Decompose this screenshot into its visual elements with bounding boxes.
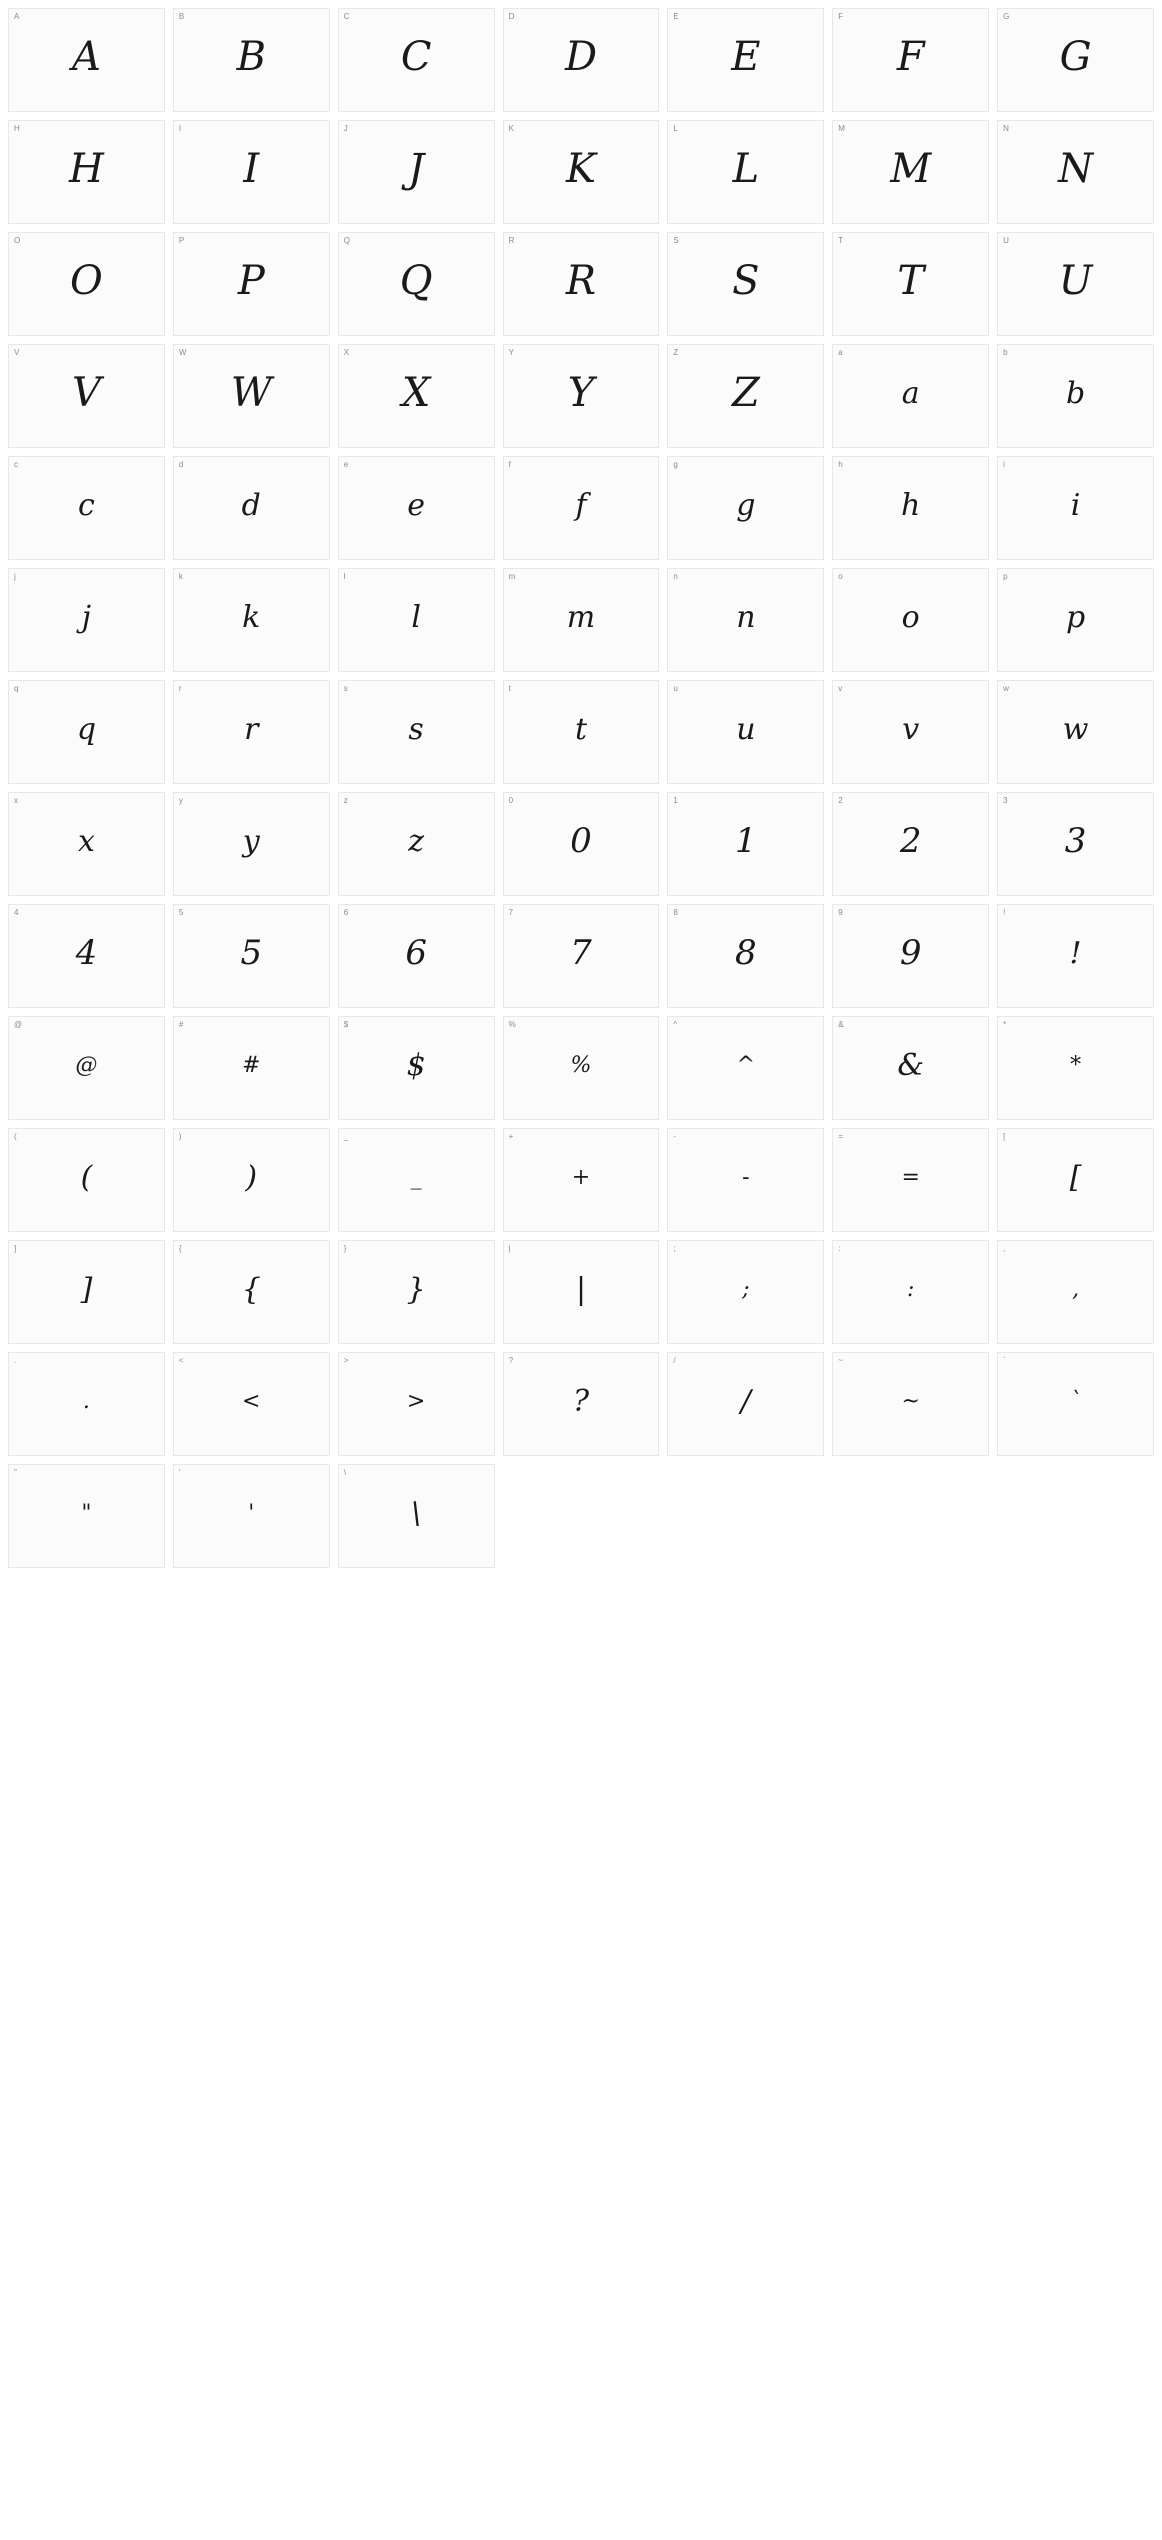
glyph-cell[interactable] [832, 344, 989, 448]
glyph-cell[interactable] [173, 1240, 330, 1344]
glyph-cell[interactable] [667, 344, 824, 448]
glyph-cell[interactable] [8, 1240, 165, 1344]
glyph-cell[interactable] [8, 344, 165, 448]
glyph-label: L [673, 124, 678, 133]
glyph-cell[interactable] [503, 120, 660, 224]
glyph-character: v [902, 711, 920, 747]
glyph-cell[interactable] [503, 1016, 660, 1120]
glyph-cell[interactable] [338, 1352, 495, 1456]
glyph-character: e [407, 487, 426, 523]
glyph-cell[interactable] [667, 1240, 824, 1344]
glyph-label: N [1003, 124, 1009, 133]
glyph-character: F [896, 34, 925, 80]
glyph-cell[interactable] [173, 120, 330, 224]
glyph-cell[interactable] [503, 1240, 660, 1344]
glyph-label: ` [1003, 1356, 1006, 1365]
glyph-character: z [408, 823, 425, 859]
glyph-character: c [78, 487, 95, 523]
glyph-character: f [575, 487, 587, 523]
glyph-character: > [406, 1388, 426, 1414]
glyph-character: & [897, 1047, 925, 1083]
glyph-character: $ [406, 1047, 426, 1083]
glyph-label: s [343, 684, 348, 693]
glyph-label: 7 [508, 908, 514, 917]
glyph-cell[interactable] [667, 232, 824, 336]
glyph-label: f [508, 460, 511, 469]
glyph-cell[interactable] [667, 568, 824, 672]
glyph-label: ? [508, 1356, 514, 1365]
glyph-character: h [901, 487, 921, 523]
glyph-cell[interactable] [832, 1128, 989, 1232]
glyph-character: x [77, 823, 95, 859]
glyph-label: G [1003, 12, 1010, 21]
glyph-character: D [564, 34, 598, 80]
glyph-character: i [1070, 487, 1081, 523]
glyph-cell[interactable] [8, 568, 165, 672]
glyph-character: n [736, 599, 756, 635]
glyph-label: e [343, 460, 349, 469]
glyph-label: Z [673, 348, 679, 357]
glyph-label: 6 [343, 908, 349, 917]
glyph-cell[interactable] [173, 680, 330, 784]
glyph-label: I [178, 124, 182, 133]
glyph-character: - [742, 1164, 750, 1190]
glyph-cell[interactable] [667, 8, 824, 112]
glyph-label: n [673, 572, 678, 581]
glyph-character: Q [399, 258, 433, 304]
glyph-character: 3 [1064, 821, 1087, 861]
glyph-label: 3 [1003, 796, 1008, 805]
glyph-cell[interactable] [338, 680, 495, 784]
glyph-character: W [230, 370, 272, 416]
glyph-character: [ [1069, 1159, 1082, 1195]
glyph-character: H [68, 146, 104, 192]
glyph-label: ; [673, 1244, 676, 1253]
glyph-character: ^ [736, 1052, 756, 1078]
glyph-character: C [400, 34, 432, 80]
glyph-character: o [901, 599, 920, 635]
glyph-cell[interactable] [832, 680, 989, 784]
glyph-label: m [508, 572, 516, 581]
glyph-label: . [14, 1356, 17, 1365]
glyph-label: ^ [673, 1020, 678, 1029]
glyph-cell[interactable] [8, 8, 165, 112]
glyph-label: T [838, 236, 844, 245]
glyph-cell[interactable] [503, 8, 660, 112]
glyph-label: q [14, 684, 19, 693]
glyph-label: W [178, 348, 187, 357]
glyph-label: ! [1003, 908, 1006, 917]
glyph-cell[interactable] [667, 1128, 824, 1232]
glyph-cell[interactable] [832, 120, 989, 224]
glyph-cell[interactable] [338, 344, 495, 448]
glyph-cell[interactable] [503, 1352, 660, 1456]
glyph-character: U [1058, 258, 1093, 304]
glyph-label: } [343, 1244, 347, 1253]
glyph-cell[interactable] [8, 792, 165, 896]
glyph-label: _ [343, 1132, 349, 1141]
glyph-cell[interactable] [338, 8, 495, 112]
glyph-character: / [740, 1383, 751, 1419]
glyph-character: 5 [240, 933, 263, 973]
glyph-character: q [76, 711, 97, 747]
glyph-label: o [838, 572, 843, 581]
glyph-character: y [242, 823, 260, 859]
glyph-character: 1 [735, 821, 757, 861]
glyph-character: , [1072, 1276, 1080, 1302]
glyph-label: j [14, 572, 16, 581]
glyph-character: u [736, 711, 756, 747]
glyph-label: X [343, 348, 350, 357]
glyph-cell[interactable] [8, 1128, 165, 1232]
glyph-cell[interactable] [667, 1016, 824, 1120]
glyph-character: k [242, 599, 261, 635]
glyph-character: { [241, 1271, 261, 1307]
glyph-label: 8 [673, 908, 678, 917]
glyph-label: [ [1003, 1132, 1006, 1141]
glyph-label: < [178, 1356, 184, 1365]
glyph-label: d [178, 460, 184, 469]
glyph-label: S [673, 236, 679, 245]
glyph-label: a [838, 348, 843, 357]
glyph-label: : [838, 1244, 841, 1253]
glyph-character: " [81, 1500, 92, 1526]
glyph-cell[interactable] [338, 792, 495, 896]
glyph-character: ; [742, 1276, 750, 1302]
glyph-cell[interactable] [832, 456, 989, 560]
glyph-label: V [14, 348, 20, 357]
glyph-label: R [508, 236, 515, 245]
glyph-character: A [71, 34, 101, 80]
glyph-cell[interactable] [8, 1352, 165, 1456]
glyph-cell[interactable] [338, 1128, 495, 1232]
glyph-label: ' [178, 1468, 181, 1477]
glyph-cell[interactable] [997, 568, 1154, 672]
glyph-label: w [1003, 684, 1009, 693]
glyph-character: E [731, 34, 761, 80]
glyph-character: ] [80, 1271, 93, 1307]
glyph-cell[interactable] [997, 1352, 1154, 1456]
glyph-character: 7 [570, 933, 592, 973]
glyph-label: * [1003, 1020, 1007, 1029]
glyph-character: P [237, 258, 265, 304]
glyph-cell[interactable] [667, 1352, 824, 1456]
glyph-cell[interactable] [338, 1240, 495, 1344]
glyph-cell[interactable] [997, 792, 1154, 896]
glyph-character: p [1065, 599, 1086, 635]
glyph-character: s [408, 711, 424, 747]
glyph-character: T [897, 258, 925, 304]
glyph-label: K [508, 124, 514, 133]
glyph-cell[interactable] [997, 232, 1154, 336]
glyph-cell[interactable] [173, 232, 330, 336]
glyph-cell[interactable] [173, 568, 330, 672]
glyph-cell[interactable] [997, 1240, 1154, 1344]
glyph-label: @ [14, 1020, 23, 1029]
glyph-cell[interactable] [997, 120, 1154, 224]
glyph-cell[interactable] [832, 1352, 989, 1456]
glyph-label: r [178, 684, 182, 693]
glyph-label: = [838, 1132, 843, 1141]
glyph-cell[interactable] [173, 1128, 330, 1232]
glyph-cell[interactable] [338, 456, 495, 560]
glyph-cell[interactable] [173, 1464, 330, 1568]
glyph-label: c [14, 460, 18, 469]
glyph-character: O [70, 258, 103, 304]
glyph-cell[interactable] [8, 456, 165, 560]
glyph-cell[interactable] [832, 1240, 989, 1344]
glyph-label: M [838, 124, 845, 133]
glyph-character: R [565, 258, 597, 304]
glyph-cell[interactable] [667, 680, 824, 784]
glyph-cell[interactable] [832, 904, 989, 1008]
glyph-label: ] [14, 1244, 17, 1253]
glyph-label: $ [343, 1020, 349, 1029]
glyph-character: : [907, 1276, 915, 1302]
glyph-cell[interactable] [338, 568, 495, 672]
glyph-cell[interactable] [832, 8, 989, 112]
glyph-label: h [838, 460, 843, 469]
glyph-label: & [838, 1020, 844, 1029]
glyph-label: 4 [14, 908, 19, 917]
glyph-character: 6 [405, 933, 427, 973]
glyph-character: Y [567, 370, 595, 416]
glyph-label: 2 [838, 796, 843, 805]
glyph-character: r [244, 711, 259, 747]
glyph-label: 1 [673, 796, 678, 805]
glyph-character: 8 [735, 933, 757, 973]
glyph-label: O [14, 236, 21, 245]
glyph-character: g [736, 487, 756, 523]
glyph-character: ` [1070, 1388, 1082, 1414]
glyph-cell[interactable] [503, 232, 660, 336]
glyph-cell[interactable] [997, 456, 1154, 560]
glyph-label: x [14, 796, 18, 805]
glyph-label: { [178, 1244, 182, 1253]
glyph-character: 4 [75, 933, 98, 973]
glyph-label: P [178, 236, 185, 245]
glyph-character: m [566, 599, 596, 635]
glyph-label: Y [508, 348, 514, 357]
glyph-character: G [1059, 34, 1092, 80]
glyph-label: " [14, 1468, 17, 1477]
glyph-cell[interactable] [173, 792, 330, 896]
glyph-cell[interactable] [338, 1464, 495, 1568]
glyph-label: \ [343, 1468, 346, 1477]
glyph-character: J [408, 146, 425, 192]
glyph-character: + [571, 1164, 591, 1190]
glyph-label: U [1003, 236, 1009, 245]
glyph-label: ~ [838, 1356, 843, 1365]
glyph-label: # [178, 1020, 184, 1029]
glyph-cell[interactable] [173, 1016, 330, 1120]
glyph-label: C [343, 12, 350, 21]
glyph-character: j [81, 599, 92, 635]
glyph-character: _ [410, 1164, 422, 1190]
glyph-label: | [508, 1244, 511, 1253]
glyph-character: S [732, 258, 760, 304]
glyph-character: N [1058, 146, 1094, 192]
glyph-character: d [241, 487, 261, 523]
glyph-cell[interactable] [667, 792, 824, 896]
glyph-label: H [14, 124, 20, 133]
glyph-cell[interactable] [338, 904, 495, 1008]
glyph-label: > [343, 1356, 349, 1365]
glyph-character: I [243, 146, 260, 192]
glyph-label: i [1003, 460, 1005, 469]
glyph-character: = [901, 1164, 920, 1190]
glyph-label: + [508, 1132, 514, 1141]
glyph-cell[interactable] [503, 456, 660, 560]
glyph-cell[interactable] [173, 344, 330, 448]
glyph-character: % [570, 1052, 592, 1078]
glyph-label: Q [343, 236, 350, 245]
glyph-cell[interactable] [8, 1464, 165, 1568]
glyph-label: b [1003, 348, 1008, 357]
glyph-cell[interactable] [8, 232, 165, 336]
glyph-character: a [901, 375, 920, 411]
glyph-label: J [343, 124, 348, 133]
glyph-cell[interactable] [173, 1352, 330, 1456]
glyph-cell[interactable] [832, 568, 989, 672]
glyph-cell[interactable] [503, 680, 660, 784]
glyph-character: ~ [901, 1388, 920, 1414]
glyph-label: t [508, 684, 511, 693]
glyph-cell[interactable] [997, 1128, 1154, 1232]
glyph-character: . [82, 1388, 90, 1414]
glyph-character: X [401, 370, 431, 416]
glyph-cell[interactable] [8, 680, 165, 784]
glyph-character: ( [80, 1159, 93, 1195]
glyph-label: 0 [508, 796, 514, 805]
glyph-label: D [508, 12, 515, 21]
glyph-character: b [1065, 375, 1086, 411]
glyph-label: v [838, 684, 843, 693]
glyph-character: t [574, 711, 588, 747]
glyph-cell[interactable] [503, 344, 660, 448]
glyph-cell[interactable] [503, 568, 660, 672]
glyph-label: p [1003, 572, 1008, 581]
glyph-cell[interactable] [8, 120, 165, 224]
glyph-character: 0 [570, 821, 592, 861]
glyph-cell[interactable] [8, 904, 165, 1008]
glyph-character: L [732, 146, 760, 192]
glyph-label: / [673, 1356, 676, 1365]
glyph-character: ) [245, 1159, 258, 1195]
glyph-cell[interactable] [997, 8, 1154, 112]
glyph-cell[interactable] [173, 904, 330, 1008]
glyph-label: 5 [178, 908, 184, 917]
glyph-cell[interactable] [997, 1016, 1154, 1120]
glyph-cell[interactable] [997, 904, 1154, 1008]
glyph-character: @ [75, 1052, 98, 1078]
glyph-label: , [1003, 1244, 1006, 1253]
glyph-label: y [178, 796, 183, 805]
glyph-character: K [566, 146, 596, 192]
glyph-character: M [890, 146, 932, 192]
glyph-character: ' [248, 1500, 255, 1526]
glyph-label: g [673, 460, 678, 469]
glyph-cell[interactable] [173, 8, 330, 112]
glyph-cell[interactable] [173, 456, 330, 560]
glyph-label: B [178, 12, 185, 21]
glyph-cell[interactable] [667, 456, 824, 560]
glyph-character: | [575, 1271, 587, 1307]
glyph-character: ? [572, 1383, 590, 1419]
glyph-label: u [673, 684, 678, 693]
glyph-character: \ [411, 1495, 422, 1531]
glyph-cell[interactable] [503, 792, 660, 896]
glyph-character: Z [731, 370, 760, 416]
glyph-cell[interactable] [338, 1016, 495, 1120]
glyph-label: A [14, 12, 20, 21]
glyph-character: l [411, 599, 421, 635]
glyph-cell[interactable] [503, 1128, 660, 1232]
glyph-character: ! [1069, 935, 1082, 971]
glyph-cell[interactable] [667, 904, 824, 1008]
glyph-label: - [673, 1132, 677, 1141]
glyph-cell[interactable] [338, 120, 495, 224]
glyph-character: w [1062, 711, 1089, 747]
glyph-cell[interactable] [832, 792, 989, 896]
glyph-cell[interactable] [997, 344, 1154, 448]
glyph-label: z [343, 796, 348, 805]
glyph-label: F [838, 12, 844, 21]
glyph-character: # [242, 1052, 261, 1078]
glyph-character: < [242, 1388, 261, 1414]
glyph-label: k [178, 572, 183, 581]
glyph-character: } [406, 1271, 426, 1307]
glyph-character: 9 [899, 933, 922, 973]
glyph-cell[interactable] [8, 1016, 165, 1120]
glyph-label: 9 [838, 908, 843, 917]
glyph-label: % [508, 1020, 516, 1029]
glyph-cell[interactable] [832, 232, 989, 336]
glyph-character: V [71, 370, 101, 416]
glyph-label: ( [14, 1132, 17, 1141]
glyph-cell[interactable] [338, 232, 495, 336]
glyph-label: ) [178, 1132, 182, 1141]
glyph-label: E [673, 12, 679, 21]
glyph-label: l [343, 572, 346, 581]
glyph-character: B [236, 34, 266, 80]
glyph-character: 2 [899, 821, 922, 861]
glyph-cell[interactable] [997, 680, 1154, 784]
glyph-cell[interactable] [667, 120, 824, 224]
glyph-character: * [1070, 1052, 1082, 1078]
glyph-cell[interactable] [832, 1016, 989, 1120]
glyph-cell[interactable] [503, 904, 660, 1008]
